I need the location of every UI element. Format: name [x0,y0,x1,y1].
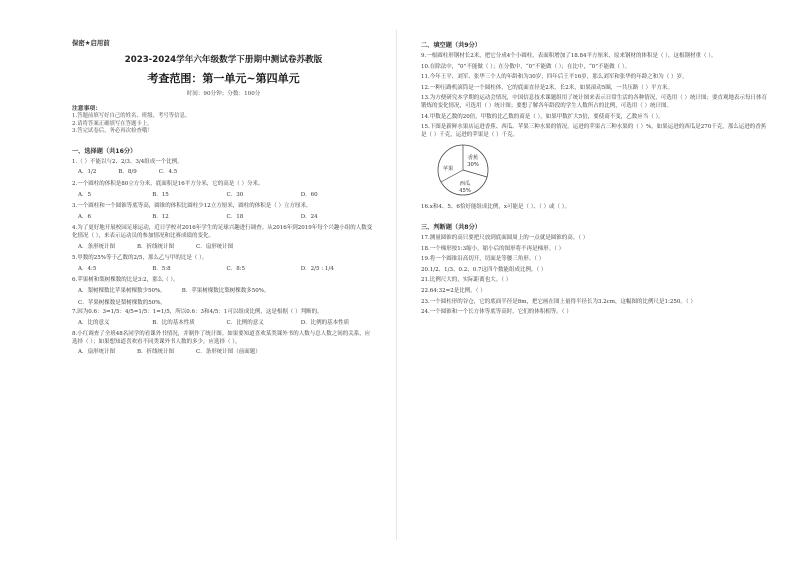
question-21: 21.比例尺大的，实际距离也大。（ ） [421,277,512,284]
slice-label-banana: 香蕉 [467,155,479,162]
question-20: 20.1/2、1/3、0.2、0.7这四个数能组成比例。（ ） [421,266,547,273]
question-22: 22.64:32=2是比例。（ ） [421,287,486,294]
option-b[interactable]: B．15 [152,191,169,198]
option-a[interactable]: A．6 [78,213,91,220]
section-heading-choice: 一、选择题（共16分） [72,147,137,155]
option-c[interactable]: C．扇形统计图 [196,243,234,250]
question-18: 18.一个梯形按1:3缩小，缩小后的图形将不再是梯形。（ ） [421,245,565,252]
option-b[interactable]: B．折线统计图 [136,243,175,250]
question-8-options [78,349,375,357]
notice-item: 3.答完试卷后，务必再次检查哦！ [72,128,153,135]
option-d[interactable]: D．2/5 : 1/4 [300,265,334,272]
notice-item: 1.答题前填写好自己的姓名、班级、考号等信息。 [72,113,191,119]
question-6: 6.苹果树和梨树棵数的比是3:2，那么（ ）。 [72,277,179,284]
option-a[interactable]: A．1/2 [78,169,97,176]
question-6-options-row [78,288,375,296]
slice-value-banana: 30% [467,162,479,169]
question-5: 5.甲数的25%等于乙数的2/5，那么乙与甲的比是（ ）。 [72,255,208,262]
option-d[interactable]: D．比例的基本性质 [300,319,350,326]
option-c[interactable]: C．条形统计图（前面题） [196,349,261,356]
option-a[interactable]: A．4:5 [78,265,97,272]
notice-item: 2.请将答案正确填写在答题卡上。 [72,120,153,127]
section-heading-fill: 二、填空题（共9分） [421,42,481,49]
section-heading-judge: 三、判断题（共8分） [421,223,481,231]
document-title: 2023-2024学年六年级数学下册期中测试卷苏教版 [124,55,323,65]
option-b[interactable]: B．苹果树棵数比梨树棵数多50%。 [181,287,270,294]
question-8: 8.小红调查了全班48名同学的看课外书情况，并制作了统计图。如果要知道喜欢某类课外书的人数与总人数之间的关系，应选择（ ）；如果想知道喜欢看不同类课外书人数的多少，应选择（ ）。 [72,331,371,345]
question-14: 14.甲数是乙数的20倍，甲数的比乙数的商是（ ），如果甲数扩大5倍，要使商不变，乙数应当（ ）。 [421,113,664,120]
question-19: 19.将一个圆锥沿高切开，切面是等腰三角形。（ ） [421,256,545,263]
question-24: 24.一个圆锥和一个长方体等底等高时，它们的体积相等。（ ） [421,309,572,316]
question-15: 15.下图是新鲜水果店运进香蕉、西瓜、苹果三种水果的情况。运进的苹果占三种水果的（ ）%，如果运进的西瓜是270千克，那么运进的香蕉是（ ）千克，运进的苹果是（ ）千克。 [421,124,767,138]
notice-heading: 注意事项： [72,106,101,112]
question-3: 3.一个圆柱和一个圆锥等底等高，圆锥的体积比圆柱少12立方厘米，圆柱的体积是（ ）立方厘米。 [72,203,312,210]
option-d[interactable]: D．24 [300,213,318,220]
option-c[interactable]: C．苹果树棵数是梨树棵数的50%。 [78,299,166,306]
option-a[interactable]: A．5 [78,191,91,198]
option-c[interactable]: C．30 [226,191,244,198]
question-4: 4.为了更好地开展校园足球运动，近日学校对2016年学生的足球兴趣进行调查。从2016年到2019年每个兴趣小组的人数变化情况（ ），来表示运动员的参加情况和比赛成绩的变化。 [72,225,373,239]
slice-label-watermelon: 西瓜 [459,181,471,188]
secret-label: 保密★启用前 [72,39,110,47]
question-17: 17.测量圆锥的高只要把尺放到底面圆周上的一点就是圆锥的高。（ ） [421,234,589,241]
question-1: 1.（ ）不能以与2、2/3、3/4组成一个比例。 [72,158,183,165]
option-a[interactable]: A．条形统计图 [78,243,115,250]
question-7-options [78,320,375,328]
question-5-options [78,266,375,274]
question-1-options [78,169,375,177]
question-23: 23.一个圆柱形的谷仓，它的底面半径是8m，把它画在图上量得半径长为3.2cm，这幅图的比例尺是1:250。（ ） [421,298,696,305]
question-16: 16.x和4、5、6恰好能组成比例，x可能是（ ）、（ ）或（ ）。 [421,204,570,211]
document-subtitle: 考查范围：第一单元~第四单元 [147,72,300,85]
question-11: 11.今年王平、刘军、张华三个人的年龄和为30岁，四年后王平16岁，那么刘军和张华的年龄之和为（ ）岁。 [421,74,688,81]
option-c[interactable]: C．18 [226,213,244,220]
question-9: 9.一根圆柱形钢材长2米，把它分成4个小圆柱，表面积增加了18.84平方厘米，原来钢材的体积是（ ），这根钢材重（ ）。 [421,53,717,59]
question-2: 2.一个圆柱的体积是80立方分米，底面积是16平方分米，它的高是（ ）分米。 [72,180,264,187]
question-12: 12.一种压路机滚筒是一个圆柱体，它的底面直径是2米，长2米，如果滚动5圈，一共压路（ ）平方米。 [421,84,673,91]
option-a[interactable]: A．比的意义 [78,319,110,326]
option-c[interactable]: C．比例的意义 [226,319,264,326]
fruit-pie-chart [435,142,491,198]
option-b[interactable]: B．12 [152,213,169,220]
question-4-options [78,244,375,252]
option-d[interactable]: D．60 [300,191,318,198]
option-b[interactable]: B．8/9 [118,169,137,176]
document-meta: 时间：90分钟；分数：100分 [186,91,261,97]
question-13: 13.为方便研究本学期的运动会情况，中国信息技术课题组用了统计图来表示日常生活的各种情况，可选用（ ）统计图；要直观地表示每日体育锻炼的变化情况，可选用（ ）统计图；要想了解各年龄段的学生人数所占的比例，可选用（ ）统计图。 [421,95,767,109]
option-b[interactable]: B．5:8 [152,265,171,272]
option-b[interactable]: B．比的基本性质 [152,319,195,326]
question-10: 10.在除法中，“0”不能做（ ）；在分数中，“0”不能做（ ）；在比中，“0”不能做（ ）。 [421,63,631,70]
option-c[interactable]: C．8:5 [226,265,246,272]
right-column [397,0,794,562]
question-3-options [78,214,375,222]
slice-value-watermelon: 45% [459,188,471,195]
question-2-options [78,192,375,200]
question-7: 7.因为0.6：3=1/5：4/5=1/5：1=1/5，所以0.6：3和4/5：1可以组成比例，这是根据（ ）判断的。 [72,309,323,316]
option-a[interactable]: A．扇形统计图 [78,349,115,356]
option-b[interactable]: B．折线统计图 [136,349,175,356]
pie-chart-svg [435,142,491,198]
option-a[interactable]: A．梨树棵数比苹果树棵数少50%。 [78,287,166,294]
slice-label-apple: 苹果 [442,166,454,173]
option-c[interactable]: C．4.5 [158,169,178,176]
